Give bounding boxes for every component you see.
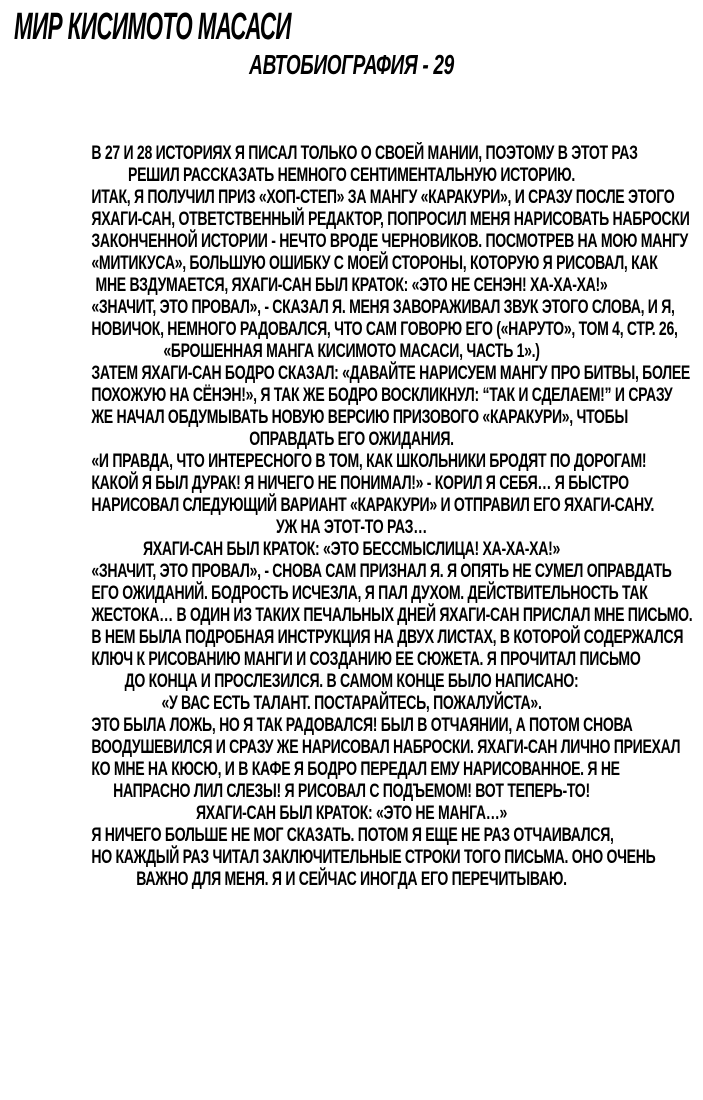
text-line: Я НИЧЕГО БОЛЬШЕ НЕ МОГ СКАЗАТЬ. ПОТОМ Я ЕЩЕ НЕ РАЗ ОТЧАИВАЛСЯ, [91, 825, 614, 846]
text-line: «ЗНАЧИТ, ЭТО ПРОВАЛ», - СНОВА САМ ПРИЗНАЛ Я. Я ОПЯТЬ НЕ СУМЕЛ ОПРАВДАТЬ [91, 561, 672, 582]
text-line: КЛЮЧ К РИСОВАНИЮ МАНГИ И СОЗДАНИЮ ЕЕ СЮЖЕТА. Я ПРОЧИТАЛ ПИСЬМО [91, 649, 641, 670]
text-line: В 27 И 28 ИСТОРИЯХ Я ПИСАЛ ТОЛЬКО О СВОЕЙ МАНИИ, ПОЭТОМУ В ЭТОТ РАЗ [91, 143, 638, 164]
text-line: КО МНЕ НА КЮСЮ, И В КАФЕ Я БОДРО ПЕРЕДАЛ ЕМУ НАРИСОВАННОЕ. Я НЕ [91, 759, 620, 780]
text-line: МНЕ ВЗДУМАЕТСЯ, ЯХАГИ-САН БЫЛ КРАТОК: «ЭТО НЕ СЕНЭН! ХА-ХА-ХА!» [95, 275, 608, 296]
text-line: ЗАТЕМ ЯХАГИ-САН БОДРО СКАЗАЛ: «ДАВАЙТЕ НАРИСУЕМ МАНГУ ПРО БИТВЫ, БОЛЕЕ [91, 363, 691, 384]
text-line: ЖЕСТОКА… В ОДИН ИЗ ТАКИХ ПЕЧАЛЬНЫХ ДНЕЙ ЯХАГИ-САН ПРИСЛАЛ МНЕ ПИСЬМО. [91, 605, 693, 626]
text-line: УЖ НА ЭТОТ-ТО РАЗ… [276, 517, 427, 538]
text-line: НАРИСОВАЛ СЛЕДУЮЩИЙ ВАРИАНТ «КАРАКУРИ» И ОТПРАВИЛ ЕГО ЯХАГИ-САНУ. [91, 495, 655, 516]
text-line: ЕГО ОЖИДАНИЙ. БОДРОСТЬ ИСЧЕЗЛА, Я ПАЛ ДУХОМ. ДЕЙСТВИТЕЛЬНОСТЬ ТАК [91, 583, 648, 604]
text-line: НО КАЖДЫЙ РАЗ ЧИТАЛ ЗАКЛЮЧИТЕЛЬНЫЕ СТРОКИ ТОГО ПИСЬМА. ОНО ОЧЕНЬ [91, 847, 656, 868]
text-line: «И ПРАВДА, ЧТО ИНТЕРЕСНОГО В ТОМ, КАК ШКОЛЬНИКИ БРОДЯТ ПО ДОРОГАМ! [91, 451, 647, 472]
text-line: «У ВАС ЕСТЬ ТАЛАНТ. ПОСТАРАЙТЕСЬ, ПОЖАЛУЙСТА». [161, 693, 542, 714]
text-line: «МИТИКУСА», БОЛЬШУЮ ОШИБКУ С МОЕЙ СТОРОНЫ, КОТОРУЮ Я РИСОВАЛ, КАК [91, 253, 658, 274]
text-line: ЗАКОНЧЕННОЙ ИСТОРИИ - НЕЧТО ВРОДЕ ЧЕРНОВИКОВ. ПОСМОТРЕВ НА МОЮ МАНГУ [91, 231, 689, 252]
text-line: ЯХАГИ-САН БЫЛ КРАТОК: «ЭТО НЕ МАНГА…» [195, 803, 508, 824]
text-line: ОПРАВДАТЬ ЕГО ОЖИДАНИЯ. [249, 429, 454, 450]
page-subtitle: АВТОБИОГРАФИЯ - 29 [249, 49, 454, 80]
text-line: НАПРАСНО ЛИЛ СЛЕЗЫ! Я РИСОВАЛ С ПОДЪЕМОМ! ВОТ ТЕПЕРЬ-ТО! [113, 781, 590, 802]
page-title: МИР КИСИМОТО МАСАСИ [14, 6, 291, 48]
text-line: ДО КОНЦА И ПРОСЛЕЗИЛСЯ. В САМОМ КОНЦЕ БЫЛО НАПИСАНО: [124, 671, 579, 692]
text-line: ЭТО БЫЛА ЛОЖЬ, НО Я ТАК РАДОВАЛСЯ! БЫЛ В ОТЧАЯНИИ, А ПОТОМ СНОВА [91, 715, 633, 736]
text-line: КАКОЙ Я БЫЛ ДУРАК! Я НИЧЕГО НЕ ПОНИМАЛ!» - КОРИЛ Я СЕБЯ… Я БЫСТРО [91, 473, 629, 494]
body-text [91, 143, 693, 891]
text-line: «ЗНАЧИТ, ЭТО ПРОВАЛ», - СКАЗАЛ Я. МЕНЯ ЗАВОРАЖИВАЛ ЗВУК ЭТОГО СЛОВА, И Я, [91, 297, 675, 318]
text-line: ЖЕ НАЧАЛ ОБДУМЫВАТЬ НОВУЮ ВЕРСИЮ ПРИЗОВОГО «КАРАКУРИ», ЧТОБЫ [91, 407, 628, 428]
text-line: НОВИЧОК, НЕМНОГО РАДОВАЛСЯ, ЧТО САМ ГОВОРЮ ЕГО («НАРУТО», ТОМ 4, СТР. 26, [91, 319, 678, 340]
text-line: ЯХАГИ-САН, ОТВЕТСТВЕННЫЙ РЕДАКТОР, ПОПРОСИЛ МЕНЯ НАРИСОВАТЬ НАБРОСКИ [91, 209, 690, 230]
text-line: В НЕМ БЫЛА ПОДРОБНАЯ ИНСТРУКЦИЯ НА ДВУХ ЛИСТАХ, В КОТОРОЙ СОДЕРЖАЛСЯ [91, 627, 684, 648]
text-line: ВАЖНО ДЛЯ МЕНЯ. Я И СЕЙЧАС ИНОГДА ЕГО ПЕРЕЧИТЫВАЮ. [136, 869, 567, 890]
text-line: ЯХАГИ-САН БЫЛ КРАТОК: «ЭТО БЕССМЫСЛИЦА! ХА-ХА-ХА!» [142, 539, 561, 560]
text-line: РЕШИЛ РАССКАЗАТЬ НЕМНОГО СЕНТИМЕНТАЛЬНУЮ ИСТОРИЮ. [128, 165, 575, 186]
text-line: «БРОШЕННАЯ МАНГА КИСИМОТО МАСАСИ, ЧАСТЬ 1».) [163, 341, 540, 362]
text-line: ПОХОЖУЮ НА СЁНЭН!», Я ТАК ЖЕ БОДРО ВОСКЛИКНУЛ: “ТАК И СДЕЛАЕМ!” И СРАЗУ [91, 385, 673, 406]
text-line: ВООДУШЕВИЛСЯ И СРАЗУ ЖЕ НАРИСОВАЛ НАБРОСКИ. ЯХАГИ-САН ЛИЧНО ПРИЕХАЛ [91, 737, 681, 758]
text-line: ИТАК, Я ПОЛУЧИЛ ПРИЗ «ХОП-СТЕП» ЗА МАНГУ «КАРАКУРИ», И СРАЗУ ПОСЛЕ ЭТОГО [91, 187, 675, 208]
